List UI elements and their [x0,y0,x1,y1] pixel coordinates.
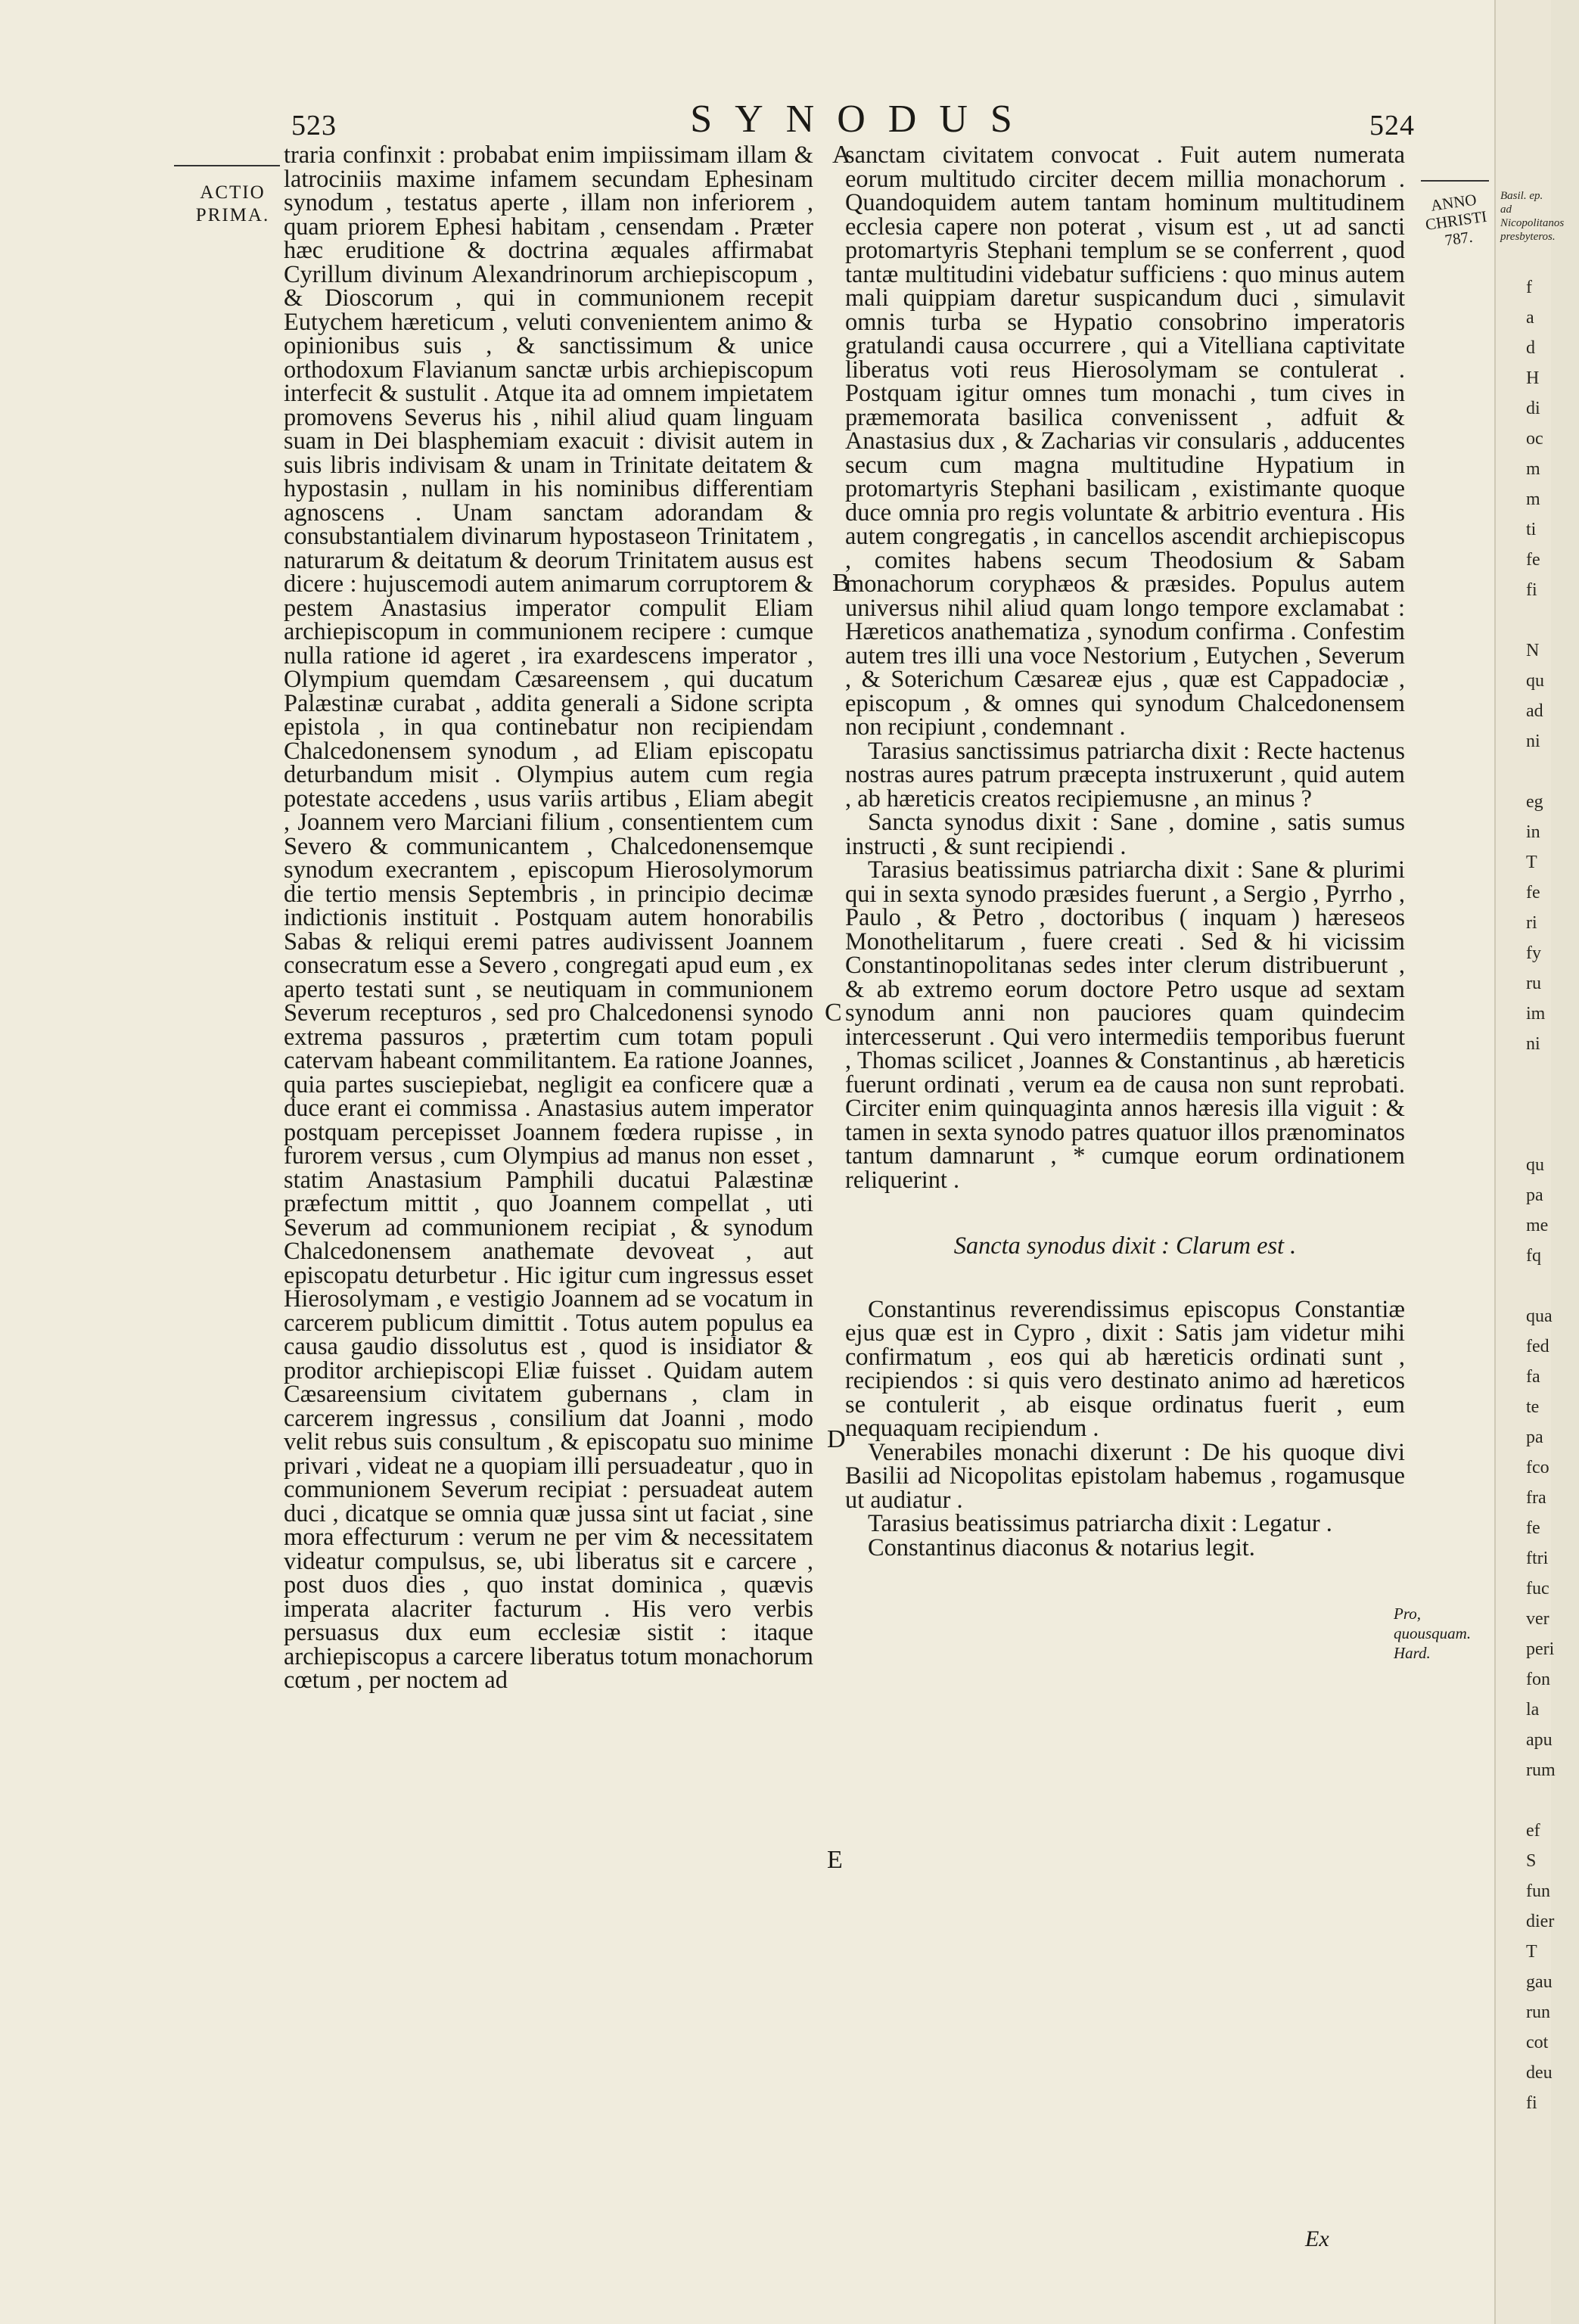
paragraph: Constantinus diaconus & notarius legit. [868,1533,1255,1561]
next-page-sliver [1494,0,1565,2324]
page-number-right: 524 [1369,110,1415,141]
section-marker-c: C [825,999,842,1027]
next-page-margin-note: Basil. ep. ad Nicopolitanos presbyteros. [1500,190,1565,243]
text-column-left [284,141,813,1694]
margin-note-pro: Pro, quousquam. Hard. [1394,1605,1472,1662]
section-marker-e: E [827,1846,843,1874]
paragraph: Constantinus reverendissimus episcopus Constantiæ ejus quæ est in Cypro , dixit : Satis jam videtur mihi confirmatum , eos qui ab hæreticis ordinati sunt , recipiendos : si quis vero destinato animo ad hæreticos se contulerit , ab eisque ordinatus fuerit , eum nequaquam recipiendum . [845,1295,1405,1442]
next-page-fragment: f a d H di oc m m ti fe fi N qu ad ni eg in T fe ri fy ru im ni qu pa me fq qua fed fa te pa fco fra fe ftri fuc ver peri fon la apu rum ef S fun dier T gau run cot deu fi [1526,278,1556,2113]
section-marker-d: D [827,1425,846,1453]
paragraph: Tarasius sanctissimus patriarcha dixit : Recte hactenus nostras aures patrum præcepta instruxerunt , quid autem , ab hæreticis creatos recipiemusne , an minus ? [845,737,1405,812]
paragraph: traria confinxit : probabat enim impiissimam illam & latrociniis maxime infamem secundam Ephesinam synodum , testatus aperte , illam non inferiorem , quam priorem Ephesi habitam , censendam . Præter hæc eruditione & doctrina æquales affirmabat Cyrillum divinum Alexandrinorum archiepiscopum , & Dioscorum , qui in communionem recepit Eutychem hæreticum , veluti convenientem animo & opinionibus suis , & sanctissimum & unice orthodoxum Flavianum sanctæ urbis archiepiscopum interfecit & sustulit . Atque ita ad omnem impietatem promovens Severus his , nihil aliud quam linguam suam in Dei blasphemiam exacuit : divisit autem in suis libris indivisam & unam in Trinitate deitatem & hypostasin , nullam in his nominibus differentiam agnoscens . Unam sanctam adorandam & consubstantialem divinarum hypostaseon Trinitatem , naturarum & deitatum & deorum Trinitatem ausus est dicere : hujuscemodi autem animarum corruptorem & pestem Anastasius imperator compulit Eliam archiepiscopum in communionem recipere : cumque nulla ratione id ageret , ira exardescens imperator , Olympium quemdam Cæsareensem , qui ducatum Palæstinæ curabat , addita generali a Sidone scripta epistola , in qua continebatur non recipiendam Chalcedonensem synodum , ad Eliam episcopatu deturbandum misit . Olympius autem cum regia potestate accedens , usus variis artibus , Eliam abegit , Joannem vero Marciani filium , consentientem cum Severo & communicantem , Chalcedonensemque synodum execrantem , episcopum Hierosolymorum die tertio mensis Septembris , in principio decimæ indictionis instituit . Postquam autem honorabilis Sabas & reliqui eremi patres audivissent Joannem consecratum esse a Severo , congregati apud eum , ex aperto testati sunt , se neutiquam in communionem Severum recepturos , sed pro Chalcedonensi synodo extrema passuros , prætertim cum totam populi catervam habeant commilitantem. Ea ratione Joannes, quia partes susciepiebat, negligit ea conficere quæ a duce erant ei commissa . Anastasius autem imperator postquam percepisset Joannem fœdera rupisse , in furorem versus , cum Olympius ad manus non esset , statim Anastasium Pamphili ducatui Palæstinæ præfectum mittit , quo Joannem compellat , uti Severum ad communionem recipiat , & synodum Chalcedonensem anathemate devoveat , aut episcopatu deturbetur . Hic igitur cum ingressus esset Hierosolymam , e vestigio Joannem ad se vocatum in carcerem publicum dimittit . Totus autem populus ea causa gaudio dissolutus est , quod is insidiator & proditor archiepiscopi Eliæ fuisset . Quidam autem Cæsareensium civitatem gubernans , clam in carcerem ingressus , consilium dat Joanni , modo velit rebus suis consultum , & episcopatu suo minime privari , videat ne a quopiam illi persuadeatur , quo in communionem Severum recipiat : persuadeat autem duci , dicatque se omnia quæ jussa sint ut faciat , sine mora effecturum : verum ne per vim & necessitatem videatur compulsus, se, ubi liberatus sit e carcere , post duos dies , quo instat dominica , quævis imperata alacriter facturum . His vero verbis persuasus dux eum ecclesiæ sistit : itaque archiepiscopus a carcere liberatus totum monachorum cœtum , per noctem ad [284,141,813,1694]
paragraph: Tarasius beatissimus patriarcha dixit : Sane & plurimi qui in sexta synodo præsides fuerunt , a Sergio , Pyrrho , Paulo , & Petro , doctoribus ( inquam ) hæreseos Monothelitarum , fuere creati . Sed & hi vicissim Constantinopolitanas sedes inter clerum distribuerunt , & ab extremo eorum doctore Petro usque ad sextam synodum anni non pauciores quam quindecim intercesserunt . Qui vero intermediis temporibus fuerunt , Thomas scilicet , Joannes & Constantinus , ab hæreticis fuerunt ordinati , verum ea de causa non sunt reprobati. Circiter enim quinquaginta annos hæresis illa viguit : & tamen in sexta synodo patres quatuor illos prænominatos tantum damnarunt , * cumque eorum ordinationem reliquerint . [845,856,1405,1194]
margin-rule-right [1421,180,1489,182]
paragraph: Venerabiles monachi dixerunt : De his quoque divi Basilii ad Nicopolitas epistolam habemus , rogamusque ut audiatur . [845,1438,1405,1514]
text-column-right [845,141,1405,1561]
section-heading: Sancta synodus dixit : Clarum est . [953,1232,1297,1260]
paragraph: sanctam civitatem convocat . Fuit autem numerata eorum multitudo circiter decem millia monachorum . Quandoquidem autem tantam hominum multitudinem ecclesia capere non poterat , visum est , ut ad sancti protomartyris Stephani templum se se conferrent , quod tantæ multitudini videbatur sufficiens : quo minus autem mali quippiam daretur suspicandum duci , simulavit omnis turba se Hypatio consobrino imperatoris gratulandi causa occurrere , qui a Vitelliana captivitate liberatus voti reus Hierosolymam se contulerat . Postquam igitur omnes tum monachi , tum cives in præmemorata basilica convenissent , adfuit & Anastasius dux , & Zacharias vir consularis , adducentes secum cum magna multitudine Hypatium in protomartyris Stephani basilicam , existimante quoque duce omnia pro regis voluntate & arbitrio eventura . His autem congregatis , in cancellos ascendit archiepiscopus , comites habens secum Theodosium & Sabam monachorum coryphæos & præsides. Populus autem universus nihil aliud quam longo tempore exclamabat : Hæreticos anathematiza , synodum confirma . Confestim autem tres illi una voce Nestorium , Eutychen , Severum , & Soterichum Cæsareæ ejus , quæ est Cappadociæ , episcopum , & omnes qui synodum Chalcedonensem non recipiunt , condemnant . [845,141,1405,741]
margin-label-actio: ACTIO PRIMA. [195,182,270,225]
page-number-left: 523 [291,110,337,141]
running-title: SYNODUS [690,98,1035,141]
margin-label-anno: ANNO CHRISTI 787. [1424,190,1488,250]
paragraph: Sancta synodus dixit : Sane , domine , satis sumus instructi , & sunt recipiendi . [845,809,1405,860]
catchword: Ex [1305,2226,1329,2251]
section-marker-b: B [832,569,850,597]
margin-rule-left [174,165,280,166]
paragraph: Tarasius beatissimus patriarcha dixit : Legatur . [868,1510,1332,1537]
section-marker-a: A [832,141,851,169]
